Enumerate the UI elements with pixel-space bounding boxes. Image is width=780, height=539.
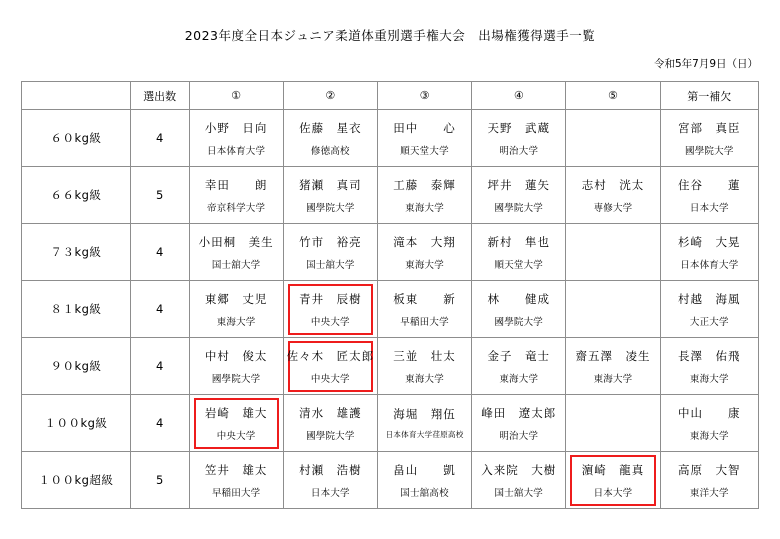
athlete-school: 国士舘大学 xyxy=(494,487,544,499)
athlete-school: 國學院大学 xyxy=(494,202,544,214)
athlete-school: 国士舘大学 xyxy=(211,259,261,271)
athlete-name: 清水 雄護 xyxy=(299,405,362,420)
athlete-cell xyxy=(472,167,566,224)
reserve-cell xyxy=(660,110,758,167)
athlete-cell xyxy=(283,395,377,452)
athlete-school: 東洋大学 xyxy=(689,487,729,499)
entry xyxy=(284,111,377,166)
reserve-cell xyxy=(660,338,758,395)
athlete-cell xyxy=(189,338,283,395)
athlete-name: 村越 海風 xyxy=(678,291,741,306)
entry xyxy=(190,453,283,508)
athlete-cell xyxy=(472,395,566,452)
athlete-cell xyxy=(472,338,566,395)
athlete-school: 日本体育大学 xyxy=(207,145,266,157)
table-body xyxy=(22,110,759,509)
entry xyxy=(472,111,565,166)
athlete-cell xyxy=(566,110,660,167)
highlighted-entry xyxy=(288,284,373,335)
athlete-school: 中央大学 xyxy=(310,373,350,385)
athlete-school: 大正大学 xyxy=(689,316,729,328)
athlete-name: 畠山 凱 xyxy=(393,462,456,477)
athlete-cell xyxy=(472,110,566,167)
table-row xyxy=(22,281,759,338)
athlete-school: 順天堂大学 xyxy=(494,259,544,271)
athlete-name: 金子 竜士 xyxy=(487,348,551,363)
entry xyxy=(378,168,471,223)
table-row xyxy=(22,110,759,167)
roster-table xyxy=(21,81,759,509)
athlete-cell xyxy=(566,395,660,452)
athlete-cell xyxy=(189,395,283,452)
athlete-cell xyxy=(377,110,471,167)
athlete-name: 新村 隼也 xyxy=(487,234,551,249)
athlete-school: 東海大学 xyxy=(405,373,444,385)
entry xyxy=(190,225,283,280)
athlete-cell xyxy=(566,338,660,395)
entry xyxy=(284,453,377,508)
entry xyxy=(472,453,565,508)
entry xyxy=(661,225,758,280)
athlete-school: 日本大学 xyxy=(593,487,633,499)
entry xyxy=(472,168,565,223)
header-first-reserve: 第一補欠 xyxy=(660,82,758,110)
athlete-name: 峰田 遼太郎 xyxy=(481,405,557,420)
athlete-school: 中央大学 xyxy=(216,430,256,442)
selection-count-cell: 4 xyxy=(130,338,189,395)
athlete-cell xyxy=(377,281,471,338)
athlete-cell xyxy=(283,338,377,395)
athlete-school: 國學院大学 xyxy=(685,145,734,157)
entry xyxy=(661,168,758,223)
entry xyxy=(284,396,377,451)
entry xyxy=(661,339,758,394)
athlete-cell xyxy=(566,224,660,281)
athlete-cell xyxy=(283,110,377,167)
entry xyxy=(190,168,283,223)
athlete-name: 長澤 佑飛 xyxy=(678,348,741,363)
athlete-name: 板東 新 xyxy=(393,291,456,306)
athlete-name: 小野 日向 xyxy=(204,120,268,135)
athlete-name: 三並 壮太 xyxy=(393,348,456,363)
athlete-name: 田中 心 xyxy=(393,120,456,135)
athlete-school: 國學院大学 xyxy=(494,316,544,328)
entry xyxy=(566,168,659,223)
athlete-school: 東海大学 xyxy=(593,373,633,385)
weight-class-cell: １００kg超級 xyxy=(22,452,131,509)
athlete-school: 日本大学 xyxy=(689,202,729,214)
table-row xyxy=(22,452,759,509)
athlete-school: 國學院大学 xyxy=(211,373,261,385)
athlete-cell xyxy=(377,395,471,452)
entry xyxy=(566,339,659,394)
highlighted-entry xyxy=(570,455,655,506)
entry xyxy=(661,453,758,508)
athlete-name: 住谷 蓮 xyxy=(678,177,741,192)
selection-count-cell: 4 xyxy=(130,395,189,452)
athlete-cell xyxy=(377,338,471,395)
athlete-school: 東海大学 xyxy=(405,259,444,271)
document-date: 令和5年7月9日（日） xyxy=(653,58,758,70)
entry xyxy=(190,282,283,337)
athlete-name: 滝本 大翔 xyxy=(393,234,456,249)
athlete-school: 順天堂大学 xyxy=(400,145,449,157)
selection-count-cell: 4 xyxy=(130,281,189,338)
header-rank-2: ② xyxy=(283,82,377,110)
page-title: 2023年度全日本ジュニア柔道体重別選手権大会 出場権獲得選手一覧 xyxy=(184,28,596,43)
athlete-name: 坪井 蓮矢 xyxy=(487,177,551,192)
entry xyxy=(661,111,758,166)
weight-class-cell: ９０kg級 xyxy=(22,338,131,395)
athlete-school: 國學院大学 xyxy=(306,430,355,442)
weight-class-cell: ６６kg級 xyxy=(22,167,131,224)
athlete-name: 天野 武蔵 xyxy=(487,120,551,135)
athlete-cell xyxy=(377,167,471,224)
athlete-name: 海堀 翔伍 xyxy=(393,407,456,421)
entry xyxy=(378,453,471,508)
entry xyxy=(378,225,471,280)
table-row xyxy=(22,167,759,224)
athlete-school: 国士舘大学 xyxy=(306,259,355,271)
athlete-school: 東海大学 xyxy=(689,430,729,442)
athlete-cell xyxy=(566,281,660,338)
athlete-name: 笠井 雄太 xyxy=(204,462,268,477)
athlete-school: 東海大学 xyxy=(499,373,539,385)
athlete-school: 東海大学 xyxy=(216,316,256,328)
athlete-school: 日本大学 xyxy=(310,487,350,499)
weight-class-cell: ７３kg級 xyxy=(22,224,131,281)
weight-class-cell: １００kg級 xyxy=(22,395,131,452)
header-rank-4: ④ xyxy=(472,82,566,110)
athlete-cell xyxy=(283,167,377,224)
entry xyxy=(190,339,283,394)
header-rank-5: ⑤ xyxy=(566,82,660,110)
athlete-school: 国士舘高校 xyxy=(400,487,449,499)
athlete-cell xyxy=(283,452,377,509)
athlete-cell xyxy=(472,281,566,338)
selection-count-cell: 4 xyxy=(130,110,189,167)
athlete-name: 中山 康 xyxy=(678,405,741,420)
athlete-name: 林 健成 xyxy=(487,291,551,306)
selection-count-cell: 5 xyxy=(130,167,189,224)
entry xyxy=(661,282,758,337)
highlighted-entry xyxy=(288,341,373,392)
athlete-school: 修徳高校 xyxy=(310,145,350,157)
athlete-school: 日本体育大学 xyxy=(680,259,739,271)
athlete-school: 國學院大学 xyxy=(306,202,355,214)
entry xyxy=(378,111,471,166)
athlete-cell xyxy=(283,224,377,281)
entry xyxy=(378,282,471,337)
athlete-cell xyxy=(566,452,660,509)
athlete-cell xyxy=(377,452,471,509)
athlete-name: 猪瀬 真司 xyxy=(299,177,362,192)
athlete-cell xyxy=(472,224,566,281)
reserve-cell xyxy=(660,395,758,452)
athlete-name: 齋五澤 凌生 xyxy=(575,348,651,363)
athlete-name: 志村 洸太 xyxy=(581,177,645,192)
athlete-cell xyxy=(472,452,566,509)
athlete-name: 岩崎 雄大 xyxy=(204,405,268,420)
athlete-school: 明治大学 xyxy=(499,430,539,442)
table-header xyxy=(22,82,759,110)
athlete-school: 専修大学 xyxy=(593,202,633,214)
athlete-school: 中央大学 xyxy=(310,316,350,328)
athlete-name: 入来院 大樹 xyxy=(481,462,557,477)
header-rank-1: ① xyxy=(189,82,283,110)
reserve-cell xyxy=(660,281,758,338)
athlete-school: 日本体育大学荏原高校 xyxy=(385,430,464,439)
reserve-cell xyxy=(660,452,758,509)
athlete-name: 幸田 朗 xyxy=(204,177,268,192)
athlete-school: 早稲田大学 xyxy=(400,316,449,328)
table-row xyxy=(22,395,759,452)
header-rank-3: ③ xyxy=(377,82,471,110)
selection-count-cell: 4 xyxy=(130,224,189,281)
weight-class-cell: ８１kg級 xyxy=(22,281,131,338)
athlete-name: 東郷 丈児 xyxy=(204,291,268,306)
athlete-name: 宮部 真臣 xyxy=(678,120,741,135)
athlete-school: 東海大学 xyxy=(689,373,729,385)
athlete-cell xyxy=(189,452,283,509)
highlighted-entry xyxy=(194,398,279,449)
reserve-cell xyxy=(660,167,758,224)
entry xyxy=(378,396,471,451)
athlete-name: 杉崎 大晃 xyxy=(678,234,741,249)
athlete-cell xyxy=(377,224,471,281)
athlete-cell xyxy=(189,224,283,281)
athlete-cell xyxy=(566,167,660,224)
table-row xyxy=(22,338,759,395)
header-weight-class xyxy=(22,82,131,110)
athlete-cell xyxy=(283,281,377,338)
athlete-name: 濵崎 龍真 xyxy=(581,462,645,477)
athlete-cell xyxy=(189,167,283,224)
entry xyxy=(378,339,471,394)
reserve-cell xyxy=(660,224,758,281)
athlete-name: 竹市 裕亮 xyxy=(299,234,362,249)
entry xyxy=(472,225,565,280)
entry xyxy=(190,111,283,166)
table-row xyxy=(22,224,759,281)
athlete-name: 青井 辰樹 xyxy=(299,291,362,306)
entry xyxy=(284,168,377,223)
athlete-school: 帝京科学大学 xyxy=(207,202,266,214)
athlete-school: 東海大学 xyxy=(405,202,444,214)
athlete-name: 佐々木 匠太郎 xyxy=(286,348,375,363)
header-count: 選出数 xyxy=(130,82,189,110)
selection-count-cell: 5 xyxy=(130,452,189,509)
entry xyxy=(661,396,758,451)
entry xyxy=(472,339,565,394)
athlete-cell xyxy=(189,281,283,338)
athlete-cell xyxy=(189,110,283,167)
entry xyxy=(472,282,565,337)
athlete-name: 村瀬 浩樹 xyxy=(299,462,362,477)
entry xyxy=(472,396,565,451)
weight-class-cell: ６０kg級 xyxy=(22,110,131,167)
athlete-school: 明治大学 xyxy=(499,145,539,157)
entry xyxy=(284,225,377,280)
athlete-school: 早稲田大学 xyxy=(211,487,261,499)
athlete-name: 小田桐 美生 xyxy=(198,234,274,249)
athlete-name: 高原 大智 xyxy=(678,462,741,477)
athlete-name: 佐藤 星衣 xyxy=(299,120,362,135)
athlete-name: 中村 俊太 xyxy=(204,348,268,363)
header-row xyxy=(22,82,759,110)
athlete-name: 工藤 泰輝 xyxy=(393,177,456,192)
